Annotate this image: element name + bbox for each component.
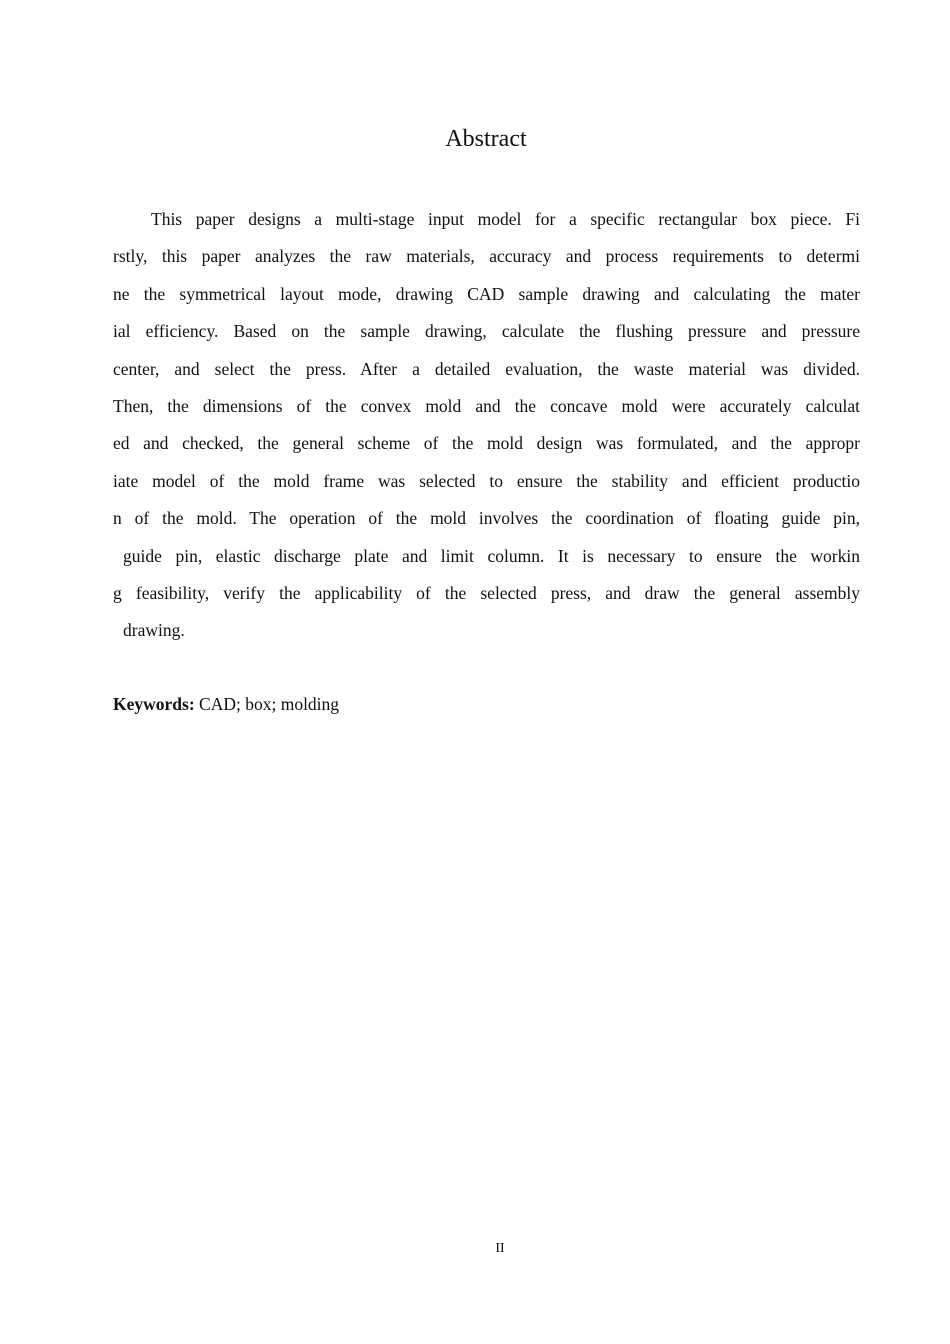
abstract-line: g feasibility, verify the applicability of the selected press, and draw the general assembly: [113, 582, 860, 603]
abstract-line: ed and checked, the general scheme of the mold design was formulated, and the appropr: [113, 433, 860, 454]
abstract-line: ial efficiency. Based on the sample drawing, calculate the flushing pressure and pressure: [113, 321, 860, 342]
abstract-line: iate model of the mold frame was selected to ensure the stability and efficient productio: [113, 470, 860, 491]
keywords-line: [113, 692, 339, 716]
abstract-line: ne the symmetrical layout mode, drawing CAD sample drawing and calculating the mater: [113, 283, 860, 304]
abstract-line: center, and select the press. After a detailed evaluation, the waste material was divided.: [113, 358, 860, 379]
abstract-line: drawing.: [123, 620, 185, 641]
keywords-label: Keywords:: [113, 694, 195, 714]
abstract-line: guide pin, elastic discharge plate and limit column. It is necessary to ensure the workin: [123, 545, 860, 566]
abstract-body: [113, 201, 860, 650]
keywords-value: CAD; box; molding: [199, 694, 340, 714]
page-number: II: [495, 1241, 505, 1256]
abstract-line: rstly, this paper analyzes the raw materials, accuracy and process requirements to determi: [113, 246, 860, 267]
abstract-line: This paper designs a multi-stage input model for a specific rectangular box piece. Fi: [151, 209, 860, 229]
page-title: Abstract: [445, 126, 527, 152]
abstract-line: n of the mold. The operation of the mold involves the coordination of floating guide pin,: [113, 508, 860, 529]
abstract-line: Then, the dimensions of the convex mold and the concave mold were accurately calculat: [113, 395, 860, 416]
